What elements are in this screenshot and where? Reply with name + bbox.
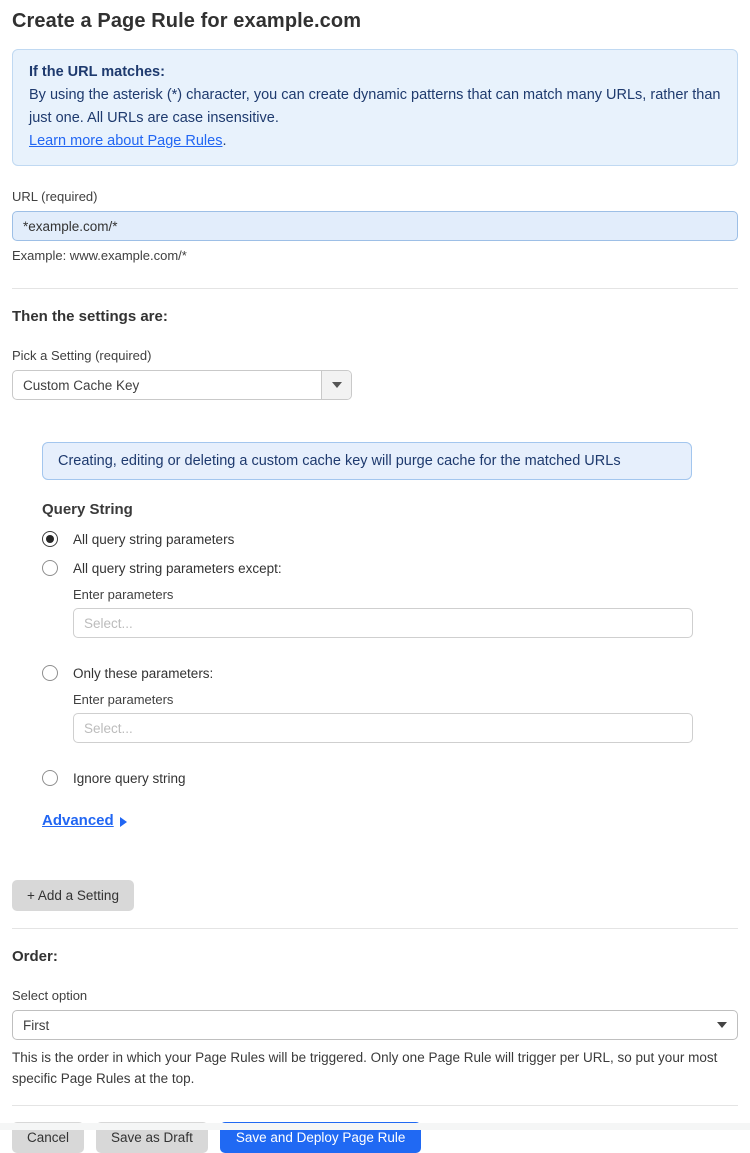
page-title: Create a Page Rule for example.com: [12, 10, 362, 32]
radio-option-label: Only these parameters:: [73, 665, 214, 681]
order-select-label: Select option: [12, 988, 88, 1003]
radio-option-label: Ignore query string: [73, 770, 186, 786]
radio-unselected-icon[interactable]: [42, 560, 58, 576]
query-string-heading: Query String: [42, 501, 133, 518]
radio-option-only-these-params[interactable]: [42, 665, 738, 681]
enter-parameters-label: Enter parameters: [73, 692, 174, 707]
radio-option-ignore-query-string[interactable]: [42, 770, 738, 786]
setting-select-value: Custom Cache Key: [23, 377, 140, 393]
learn-more-link[interactable]: Learn more about Page Rules: [29, 133, 223, 149]
radio-option-all-params-except[interactable]: [42, 560, 738, 576]
only-parameters-input[interactable]: [73, 713, 693, 743]
save-and-deploy-button[interactable]: Save and Deploy Page Rule: [220, 1122, 422, 1153]
url-field-hint: Example: www.example.com/*: [12, 248, 187, 263]
chevron-right-icon: [120, 817, 127, 827]
info-box-heading: If the URL matches:: [29, 64, 165, 80]
link-suffix: .: [222, 133, 227, 149]
radio-option-all-params[interactable]: [42, 531, 738, 547]
divider-order-footer: [12, 1105, 738, 1106]
url-input[interactable]: [12, 211, 738, 241]
url-field-label: URL (required): [12, 189, 98, 204]
add-setting-button[interactable]: + Add a Setting: [12, 880, 134, 911]
next-section-edge: [0, 1123, 750, 1130]
except-parameters-input[interactable]: [73, 608, 693, 638]
cancel-button[interactable]: Cancel: [12, 1122, 84, 1153]
cache-key-purge-banner: Creating, editing or deleting a custom cache key will purge cache for the matched URLs: [42, 442, 692, 480]
info-box-link-line: [29, 130, 721, 153]
setting-select[interactable]: [12, 370, 352, 400]
url-match-info-box: [12, 49, 738, 166]
info-box-body: By using the asterisk (*) character, you can create dynamic patterns that can match many URLs, rather than just one. All URLs are case insensitive.: [29, 87, 721, 126]
enter-parameters-label: Enter parameters: [73, 587, 174, 602]
settings-heading: Then the settings are:: [12, 308, 168, 325]
radio-unselected-icon[interactable]: [42, 770, 58, 786]
radio-option-label: All query string parameters: [73, 531, 235, 547]
chevron-down-icon: [332, 382, 342, 388]
pick-setting-label: Pick a Setting (required): [12, 348, 152, 363]
chevron-down-icon: [717, 1022, 727, 1028]
advanced-link-label[interactable]: Advanced: [42, 812, 114, 829]
advanced-link[interactable]: [42, 812, 127, 829]
radio-option-label: All query string parameters except:: [73, 560, 282, 576]
order-help-text: This is the order in which your Page Rules will be triggered. Only one Page Rule will trigger per URL, so put your most specific Page Rules at the top.: [12, 1050, 718, 1086]
order-heading: Order:: [12, 948, 58, 965]
order-select-value: First: [23, 1017, 50, 1033]
divider-url-settings: [12, 288, 738, 289]
order-select[interactable]: [12, 1010, 738, 1040]
setting-select-arrow-button[interactable]: [321, 371, 351, 399]
save-as-draft-button[interactable]: Save as Draft: [96, 1122, 208, 1153]
radio-unselected-icon[interactable]: [42, 665, 58, 681]
divider-settings-order: [12, 928, 738, 929]
radio-selected-icon[interactable]: [42, 531, 58, 547]
